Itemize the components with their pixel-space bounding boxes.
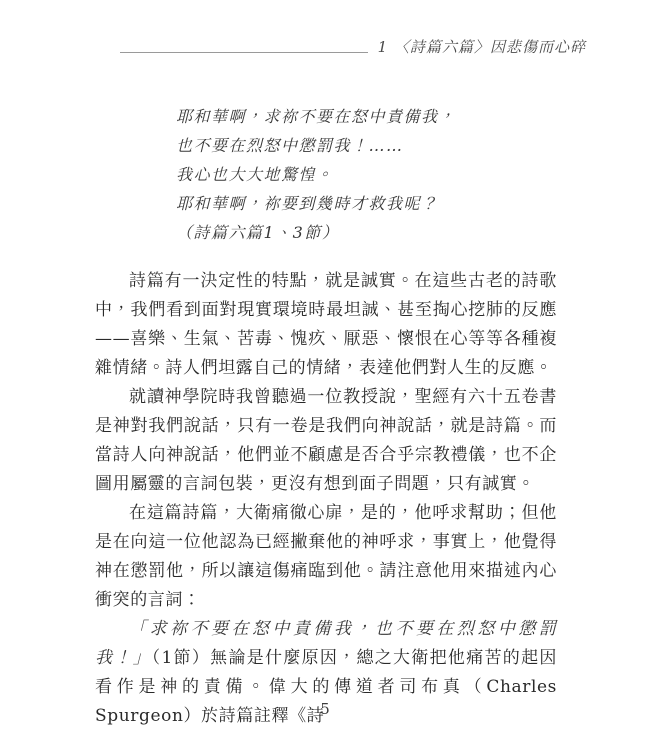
inline-scripture-quote: 「求祢不要在怒中責備我，也不要在烈怒中懲罰我！」 bbox=[95, 619, 557, 668]
paragraph-3: 在這篇詩篇，大衛痛徹心扉，是的，他呼求幫助；但他是在向這一位他認為已經撇棄他的神呼求，事實上，他覺得神在懲罰他，所以讓這傷痛臨到他。請注意他用來描述內心衝突的言詞： bbox=[95, 503, 557, 610]
scripture-poem-block bbox=[176, 102, 580, 247]
paragraph-2: 就讀神學院時我曾聽過一位教授說，聖經有六十五卷書是神對我們說話，只有一卷是我們向神說話，就是詩篇。而當詩人向神說話，他們並不顧慮是否合乎宗教禮儀，也不企圖用屬靈的言詞包裝，更沒有想到面子問題，只有誠實。 bbox=[95, 387, 557, 494]
poem-line-1: 耶和華啊，求祢不要在怒中責備我， bbox=[176, 107, 457, 126]
paragraph-4-text: （1節）無論是什麼原因，總之大衛把他痛苦的起因看作是神的責備。偉大的傳道者司布真（Charles Spurgeon）於詩篇註釋《詩 bbox=[95, 648, 557, 726]
poem-line-2: 也不要在烈怒中懲罰我！…… bbox=[176, 136, 404, 155]
header-rule bbox=[120, 52, 368, 53]
body-text bbox=[95, 267, 557, 731]
poem-line-3: 我心也大大地驚惶。 bbox=[176, 165, 334, 184]
poem-line-4: 耶和華啊，祢要到幾時才救我呢？ bbox=[176, 194, 439, 213]
paragraph-1: 詩篇有一決定性的特點，就是誠實。在這些古老的詩歌中，我們看到面對現實環境時最坦誠、甚至掏心挖肺的反應——喜樂、生氣、苦毒、愧疚、厭惡、懷恨在心等等各種複雜情緒。詩人們坦露自己的情緒，表達他們對人生的反應。 bbox=[95, 271, 557, 378]
poem-citation: （詩篇六篇1、3節） bbox=[176, 223, 340, 242]
page-number: 5 bbox=[320, 700, 330, 718]
running-head bbox=[120, 36, 586, 57]
running-head-text: 1 〈詩篇六篇〉因悲傷而心碎 bbox=[377, 38, 586, 56]
